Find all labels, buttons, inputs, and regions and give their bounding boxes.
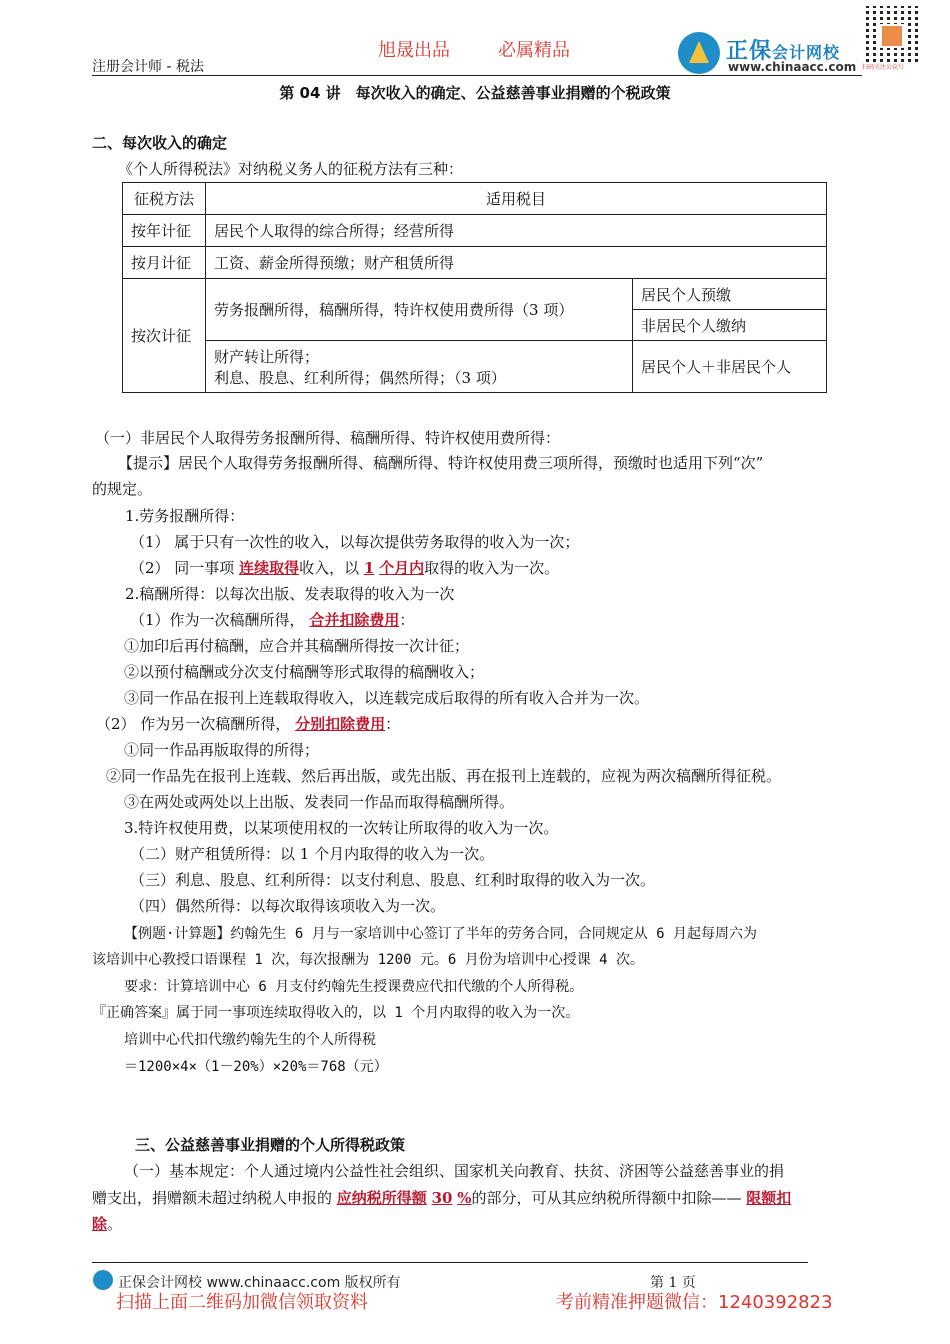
- item-manuscript-2: （2） 作为另一次稿酬所得， 分别扣除费用：: [96, 715, 401, 733]
- table-cell-per-time-items-1: 劳务报酬所得，稿酬所得，特许权使用费所得（3 项）: [206, 279, 633, 341]
- footer-logo-icon: [93, 1270, 113, 1290]
- chinaacc-logo[interactable]: [678, 30, 858, 76]
- item-interest: （三）利息、股息、红利所得：以支付利息、股息、红利时取得的收入为一次。: [130, 871, 656, 889]
- table-header-items: 适用税目: [206, 183, 827, 215]
- example-calc-formula: ＝1200×4×（1－20%）×20%＝768（元）: [124, 1059, 388, 1075]
- footer-copyright: 正保会计网校 www.chinaacc.com 版权所有: [118, 1275, 401, 1291]
- footer-divider: [92, 1262, 808, 1263]
- highlight-thirty: 30: [431, 1189, 453, 1207]
- donation-rule-3: 除。: [92, 1215, 123, 1233]
- table-cell-line: 财产转让所得；: [214, 347, 320, 366]
- donation-rule-1: （一）基本规定：个人通过境内公益性社会组织、国家机关向教育、扶贫、济困等公益慈善事业的捐: [124, 1162, 785, 1180]
- item-franchise: 3.特许权使用费，以某项使用权的一次转让所取得的收入为一次。: [124, 819, 559, 837]
- example-question-1: 【例题·计算题】约翰先生 6 月与一家培训中心签订了半年的劳务合同，合同规定从 6 月起每周六为: [124, 926, 757, 942]
- donation-rule-2: 赠支出，捐赠额未超过纳税人申报的 应纳税所得额 30 %的部分，可从其应纳税所得额中扣除—— 限额扣: [92, 1189, 792, 1207]
- para-tip: 【提示】居民个人取得劳务报酬所得、稿酬所得、特许权使用费三项所得，预缴时也适用下列“次”: [118, 454, 764, 472]
- item-manuscript-2a: ①同一作品再版取得的所得；: [124, 741, 320, 759]
- table-cell-per-time-items-2: [206, 341, 633, 393]
- item-manuscript-1c: ③同一作品在报刊上连载取得收入，以连载完成后取得的所有收入合并为一次。: [124, 689, 650, 707]
- header-slogan-2: 必属精品: [498, 40, 570, 61]
- logo-icon: [678, 32, 720, 74]
- table-cell-monthly: 按月计征: [123, 247, 206, 279]
- header-course-label: 注册会计师 - 税法: [92, 59, 204, 75]
- lecture-title: 第 04 讲 每次收入的确定、公益慈善事业捐赠的个税政策: [279, 84, 671, 102]
- qr-code-icon: [862, 6, 918, 62]
- table-cell-all-individuals: 居民个人＋非居民个人: [633, 341, 827, 393]
- section-heading-3: 三、公益慈善事业捐赠的个人所得税政策: [135, 1136, 406, 1154]
- item-labor: 1.劳务报酬所得：: [125, 507, 245, 525]
- section-intro: 《个人所得税法》对纳税义务人的征税方法有三种：: [118, 160, 464, 178]
- item-manuscript-1b: ②以预付稿酬或分次支付稿酬等形式取得的稿酬收入；: [124, 663, 485, 681]
- qr-caption: 扫码关注公众号: [862, 64, 905, 71]
- item-labor-1: （1） 属于只有一次性的收入，以每次提供劳务取得的收入为一次；: [130, 533, 580, 551]
- example-calc-label: 培训中心代扣代缴约翰先生的个人所得税: [124, 1032, 376, 1048]
- example-question-2: 该培训中心教授口语课程 1 次，每次报酬为 1200 元。6 月份为培训中心授课 4 次。: [92, 952, 645, 968]
- table-header-method: 征税方法: [123, 183, 206, 215]
- item-manuscript-2c: ③在两处或两处以上出版、发表同一作品而取得稿酬所得。: [124, 793, 515, 811]
- table-cell-nonresident-pay: 非居民个人缴纳: [633, 310, 827, 341]
- highlight-merge-deduct: 合并扣除费用: [309, 611, 400, 629]
- logo-name: 正保: [726, 39, 773, 64]
- item-manuscript-1a: ①加印后再付稿酬，应合并其稿酬所得按一次计征；: [124, 637, 470, 655]
- para-nonresident: （一）非居民个人取得劳务报酬所得、稿酬所得、特许权使用费所得：: [95, 429, 561, 447]
- section-heading-2: 二、每次收入的确定: [92, 134, 228, 152]
- logo-sub: 会计网校: [772, 43, 841, 62]
- highlight-separate-deduct: 分别扣除费用: [295, 715, 386, 733]
- highlight-one: 1: [363, 559, 375, 577]
- table-cell-annual-items: 居民个人取得的综合所得；经营所得: [206, 215, 827, 247]
- highlight-limit-deduct: 限额扣: [746, 1189, 792, 1207]
- para-tip-cont: 的规定。: [92, 480, 153, 498]
- highlight-within-month: 个月内: [379, 559, 425, 577]
- promo-wechat: 考前精准押题微信：1240392823: [556, 1292, 833, 1313]
- item-lease: （二）财产租赁所得：以 1 个月内取得的收入为一次。: [130, 845, 495, 863]
- example-answer: 『正确答案』属于同一事项连续取得收入的，以 1 个月内取得的收入为一次。: [92, 1005, 580, 1021]
- promo-scan-qr: 扫描上面二维码加微信领取资料: [116, 1292, 368, 1313]
- highlight-limit-deduct-end: 除: [92, 1215, 108, 1233]
- highlight-percent: %: [457, 1189, 472, 1207]
- item-manuscript-1: （1）作为一次稿酬所得， 合并扣除费用：: [130, 611, 415, 629]
- tax-method-table: [122, 182, 827, 393]
- table-cell-per-time: 按次计征: [123, 279, 206, 393]
- item-manuscript-2b: ②同一作品先在报刊上连载、然后再出版，或先出版、再在报刊上连载的，应视为两次稿酬所得征税。: [106, 767, 782, 785]
- page-number: 第 1 页: [650, 1275, 696, 1291]
- item-royalty-manuscript: 2.稿酬所得：以每次出版、发表取得的收入为一次: [125, 585, 455, 603]
- table-cell-resident-prepay: 居民个人预缴: [633, 279, 827, 310]
- header-slogan-1: 旭晟出品: [378, 40, 450, 61]
- highlight-continuous: 连续取得: [239, 559, 300, 577]
- logo-url: www.chinaacc.com: [728, 60, 857, 74]
- highlight-taxable-income: 应纳税所得额: [336, 1189, 427, 1207]
- table-cell-monthly-items: 工资、薪金所得预缴；财产租赁所得: [206, 247, 827, 279]
- example-requirement: 要求：计算培训中心 6 月支付约翰先生授课费应代扣代缴的个人所得税。: [124, 979, 584, 995]
- table-cell-line: 利息、股息、红利所得；偶然所得；（3 项）: [214, 368, 506, 387]
- table-cell-annual: 按年计征: [123, 215, 206, 247]
- header-divider: [92, 75, 862, 76]
- item-incidental: （四）偶然所得：以每次取得该项收入为一次。: [130, 897, 446, 915]
- item-labor-2: （2） 同一事项 连续取得收入，以 1 个月内取得的收入为一次。: [130, 559, 560, 577]
